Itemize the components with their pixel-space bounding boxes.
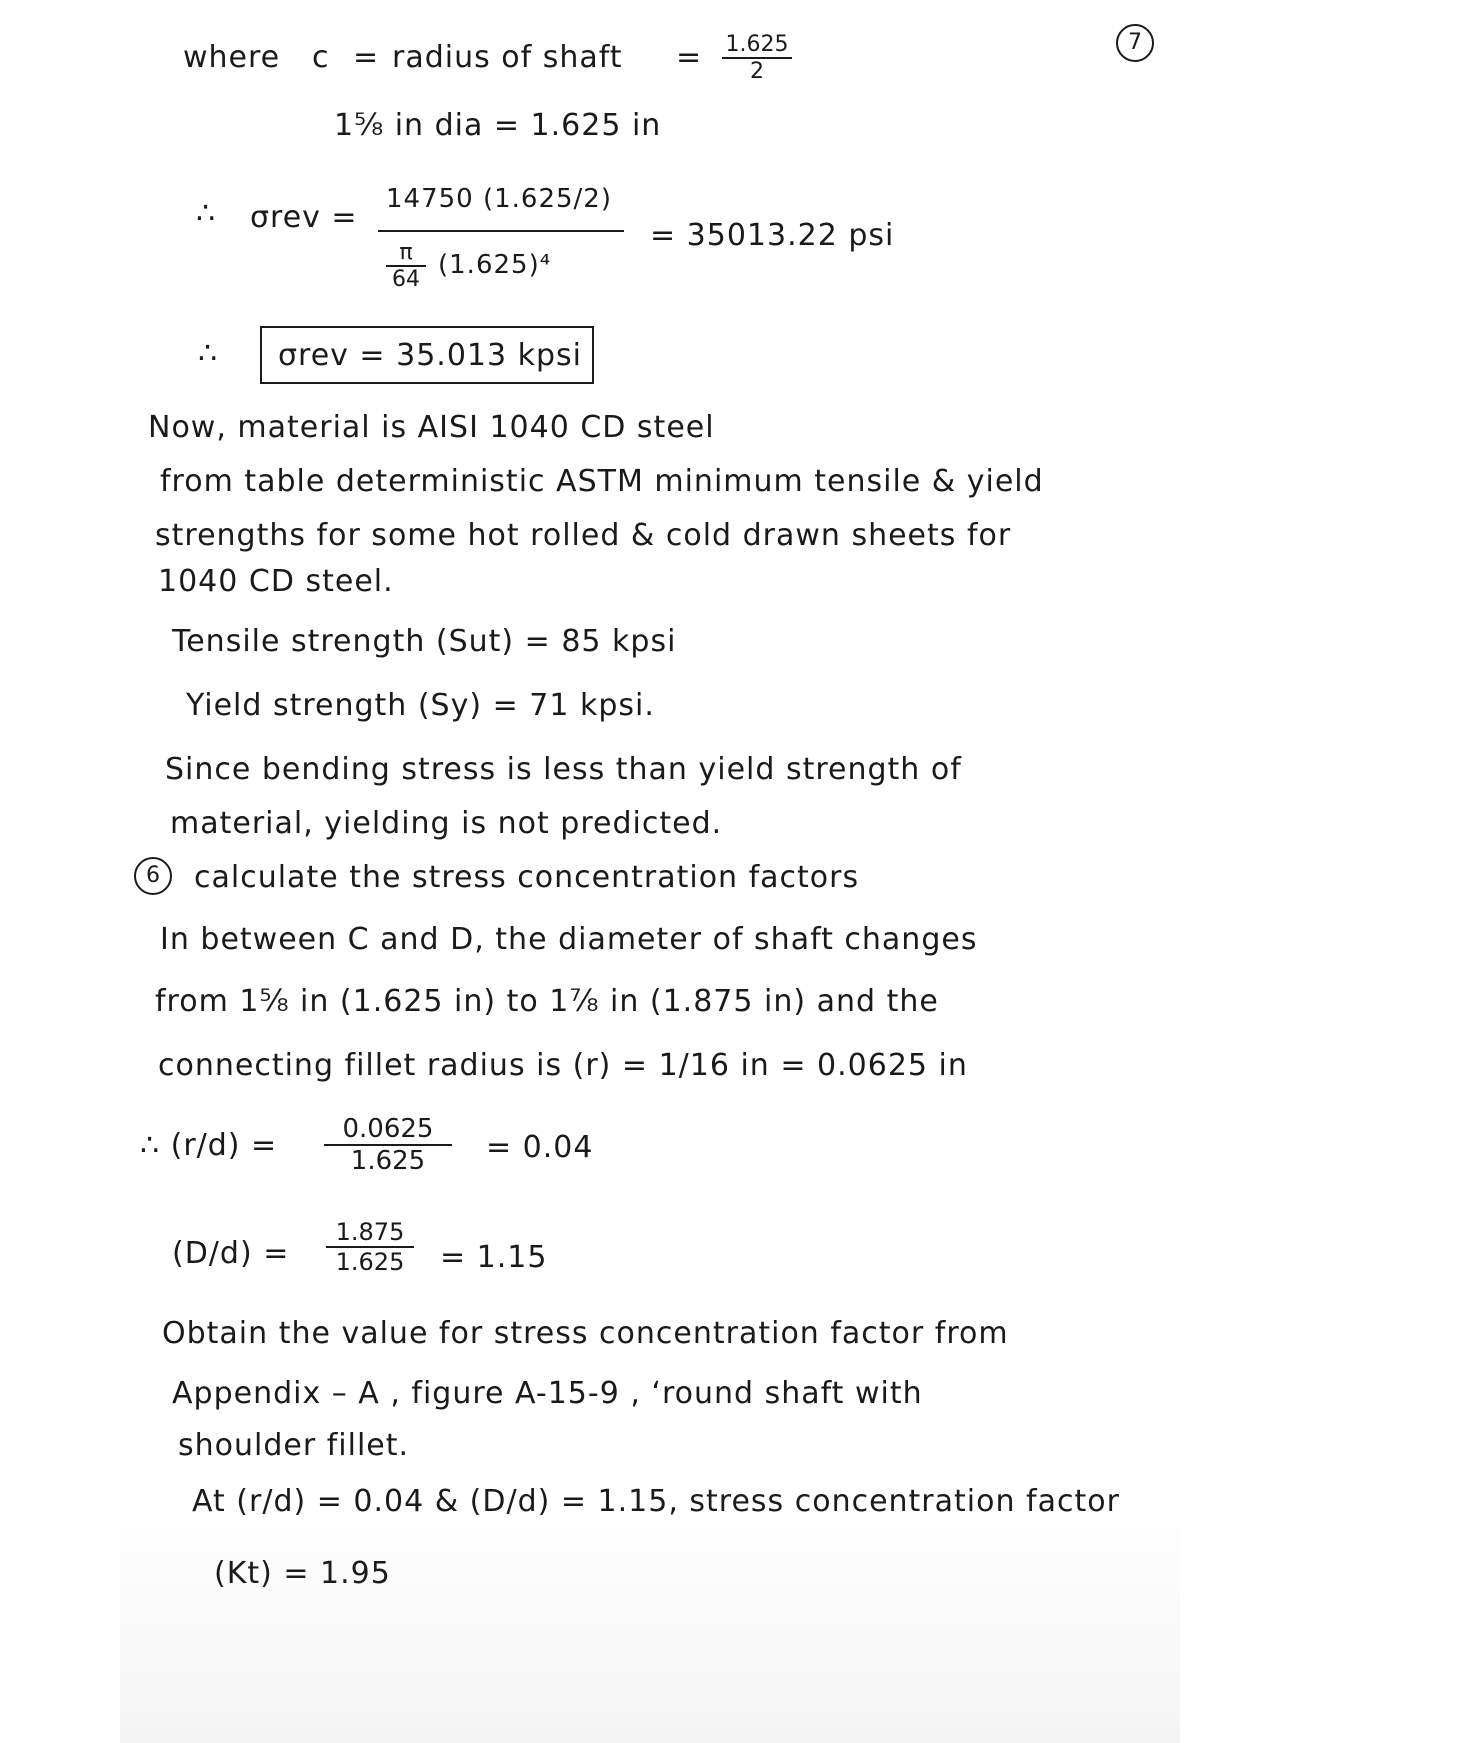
para1-line-3: strengths for some hot rolled & cold drawn sheets for <box>155 518 1012 553</box>
equals-sign: = <box>676 40 703 75</box>
equals-sign: = <box>353 40 380 75</box>
step-number: 6 <box>134 857 172 895</box>
rd-result: = 0.04 <box>486 1130 594 1165</box>
fraction-bar <box>378 230 624 232</box>
Dd-result: = 1.15 <box>440 1240 548 1275</box>
dia-line: 1⅝ in dia = 1.625 in <box>334 108 662 143</box>
rd-lhs: ∴ (r/d) = <box>140 1128 278 1163</box>
since-line-2: material, yielding is not predicted. <box>170 806 723 841</box>
rd-numerator: 0.0625 <box>324 1114 452 1146</box>
rd-denominator: 1.625 <box>350 1146 426 1176</box>
para3-line-1: Obtain the value for stress concentration factor from <box>162 1316 1009 1351</box>
rd-fraction <box>324 1114 452 1176</box>
therefore-symbol: ∴ <box>198 336 219 371</box>
para2-line-2: from 1⅝ in (1.625 in) to 1⅞ in (1.875 in) and the <box>155 984 939 1019</box>
at-line: At (r/d) = 0.04 & (D/d) = 1.15, stress concentration factor <box>192 1484 1120 1519</box>
para3-line-3: shoulder fillet. <box>178 1428 410 1463</box>
para3-line-2: Appendix – A , figure A-15-9 , ‘round shaft with <box>172 1376 923 1411</box>
pi-symbol: π <box>386 240 426 267</box>
fraction-numerator: 1.625 <box>722 32 792 59</box>
para2-line-3: connecting fillet radius is (r) = 1/16 in = 0.0625 in <box>158 1048 968 1083</box>
step-title: calculate the stress concentration factors <box>194 860 860 895</box>
para1-line-4: 1040 CD steel. <box>158 564 394 599</box>
c-symbol: c <box>312 40 330 75</box>
para1-line-1: Now, material is AISI 1040 CD steel <box>148 410 715 445</box>
yield-strength: Yield strength (Sy) = 71 kpsi. <box>186 688 655 723</box>
tensile-strength: Tensile strength (Sut) = 85 kpsi <box>172 624 677 659</box>
since-line-1: Since bending stress is less than yield strength of <box>165 752 962 787</box>
pi-over-64 <box>386 240 426 292</box>
kt-line: (Kt) = 1.95 <box>214 1556 391 1591</box>
boxed-result-text: σrev = 35.013 kpsi <box>278 338 582 373</box>
radius-fraction <box>722 32 792 84</box>
fraction-denominator: 2 <box>750 59 764 84</box>
sigma-lhs: σrev = <box>250 200 358 235</box>
sigma-result: = 35013.22 psi <box>650 218 895 253</box>
sigma-denominator: (1.625)⁴ <box>438 250 552 280</box>
where-label: where <box>183 40 281 75</box>
therefore-symbol: ∴ <box>196 196 217 231</box>
para1-line-2: from table deterministic ASTM minimum tensile & yield <box>160 464 1044 499</box>
Dd-numerator: 1.875 <box>326 1218 414 1248</box>
sixtyfour: 64 <box>392 267 420 292</box>
Dd-denominator: 1.625 <box>335 1248 405 1276</box>
sigma-numerator: 14750 (1.625/2) <box>386 184 612 214</box>
Dd-lhs: (D/d) = <box>172 1236 290 1271</box>
radius-text: radius of shaft <box>392 40 623 75</box>
Dd-fraction <box>326 1218 414 1276</box>
para2-line-1: In between C and D, the diameter of shaft changes <box>160 922 978 957</box>
page-number: 7 <box>1116 24 1154 62</box>
